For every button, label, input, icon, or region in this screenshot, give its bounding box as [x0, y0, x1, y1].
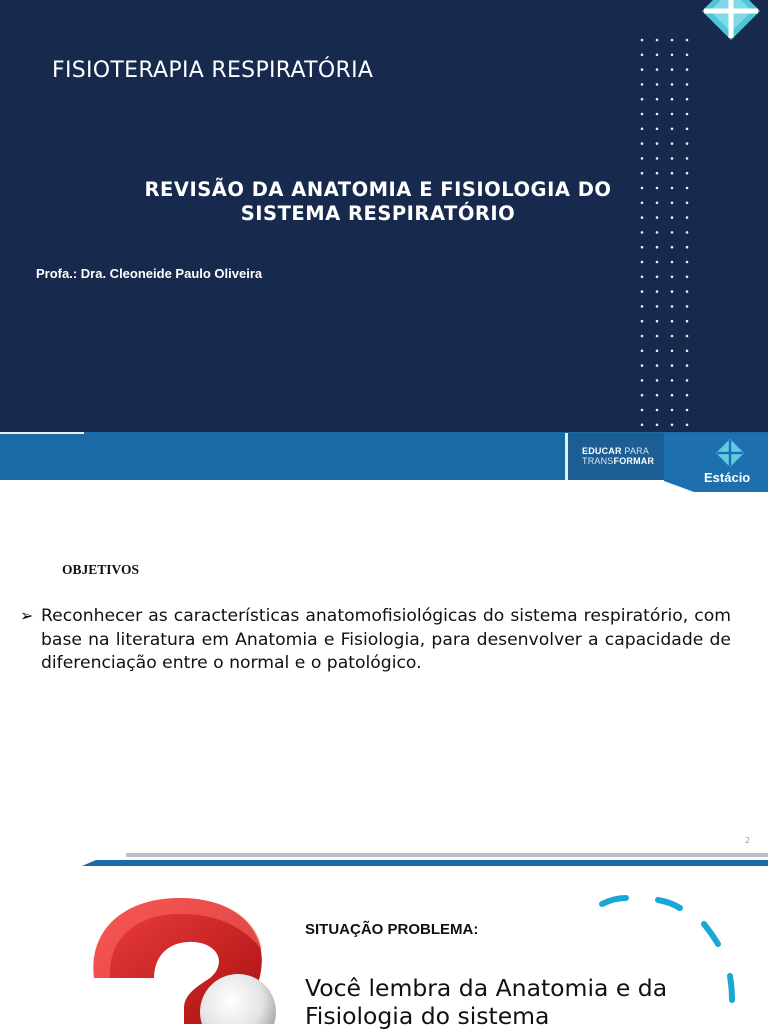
decor-dot: [686, 202, 689, 205]
decor-dot: [641, 364, 644, 367]
decor-dot: [686, 128, 689, 131]
decor-dot: [656, 320, 659, 323]
decor-dot: [671, 98, 674, 101]
decor-dot: [641, 54, 644, 57]
decor-dot: [686, 379, 689, 382]
decor-dot: [686, 157, 689, 160]
decor-dot: [671, 187, 674, 190]
footer-accent-line: [0, 432, 84, 434]
decor-dot: [686, 83, 689, 86]
decor-dot: [686, 98, 689, 101]
decor-dot: [686, 409, 689, 412]
decor-dot: [641, 305, 644, 308]
decor-dot: [656, 187, 659, 190]
decor-dot: [641, 246, 644, 249]
decor-dot: [686, 187, 689, 190]
decor-dot: [656, 157, 659, 160]
author-name: Profa.: Dra. Cleoneide Paulo Oliveira: [36, 266, 263, 281]
decor-dot: [641, 157, 644, 160]
decor-dot: [641, 68, 644, 71]
decor-dot: [686, 394, 689, 397]
decor-dot: [671, 409, 674, 412]
decor-dot: [671, 305, 674, 308]
decor-dot: [671, 424, 674, 427]
decor-dot: [686, 39, 689, 42]
decor-dot: [641, 350, 644, 353]
decor-dot: [671, 172, 674, 175]
decor-dot: [641, 83, 644, 86]
decor-dot: [686, 231, 689, 234]
decor-dot: [671, 246, 674, 249]
decor-dot: [686, 68, 689, 71]
decor-dot: [656, 335, 659, 338]
decor-dot: [671, 157, 674, 160]
question-mark-icon: [80, 880, 290, 1024]
decor-dot: [656, 202, 659, 205]
decor-dot: [641, 142, 644, 145]
decor-dot: [671, 261, 674, 264]
decor-dot: [686, 305, 689, 308]
tagline-word-para: PARA: [624, 446, 650, 456]
dot-grid-decoration: [630, 28, 700, 428]
decor-dot: [671, 39, 674, 42]
decor-dot: [641, 231, 644, 234]
decor-dot: [671, 320, 674, 323]
decor-dot: [641, 172, 644, 175]
decor-dot: [641, 39, 644, 42]
decor-dot: [686, 290, 689, 293]
decor-dot: [671, 54, 674, 57]
decor-dot: [671, 113, 674, 116]
decor-dot: [656, 216, 659, 219]
decor-dot: [671, 364, 674, 367]
decor-dot: [656, 231, 659, 234]
dashed-arc-decoration: [590, 884, 750, 1024]
decor-dot: [671, 202, 674, 205]
decor-dot: [641, 290, 644, 293]
decor-dot: [641, 276, 644, 279]
estacio-brand-label: Estácio: [704, 470, 751, 485]
decor-dot: [656, 290, 659, 293]
problem-situation-heading: SITUAÇÃO PROBLEMA:: [305, 921, 479, 938]
decor-dot: [656, 113, 659, 116]
decor-dot: [656, 172, 659, 175]
estacio-diamond-logo-icon: [700, 0, 762, 42]
decor-dot: [656, 98, 659, 101]
decor-dot: [686, 54, 689, 57]
decor-dot: [641, 424, 644, 427]
decor-dot: [656, 409, 659, 412]
decor-dot: [671, 276, 674, 279]
decor-dot: [656, 68, 659, 71]
decor-dot: [686, 335, 689, 338]
decor-dot: [656, 261, 659, 264]
decor-dot: [686, 364, 689, 367]
decor-dot: [656, 276, 659, 279]
course-title: FISIOTERAPIA RESPIRATÓRIA: [52, 58, 374, 83]
decor-dot: [641, 320, 644, 323]
decor-dot: [671, 142, 674, 145]
decor-dot: [686, 424, 689, 427]
decor-dot: [671, 68, 674, 71]
decor-dot: [656, 39, 659, 42]
slide-divider-blue: [0, 856, 768, 866]
decor-dot: [686, 246, 689, 249]
decor-dot: [656, 350, 659, 353]
decor-dot: [641, 113, 644, 116]
decor-dot: [656, 128, 659, 131]
tagline-word-formar: FORMAR: [613, 456, 655, 466]
page-number: 2: [745, 836, 751, 845]
tagline-educar-para-transformar: [582, 446, 654, 466]
decor-dot: [656, 142, 659, 145]
decor-dot: [656, 424, 659, 427]
decor-dot: [671, 128, 674, 131]
decor-dot: [686, 276, 689, 279]
decor-dot: [671, 290, 674, 293]
decor-dot: [686, 320, 689, 323]
decor-dot: [641, 409, 644, 412]
decor-dot: [686, 261, 689, 264]
decor-dot: [656, 83, 659, 86]
decor-dot: [656, 379, 659, 382]
decor-dot: [641, 98, 644, 101]
decor-dot: [686, 216, 689, 219]
decor-dot: [656, 54, 659, 57]
decor-dot: [671, 335, 674, 338]
title-slide: [0, 0, 768, 480]
objectives-title: OBJETIVOS: [62, 562, 140, 577]
lecture-heading: REVISÃO DA ANATOMIA E FISIOLOGIA DO SISTEMA RESPIRATÓRIO: [144, 178, 612, 225]
decor-dot: [671, 83, 674, 86]
arrow-bullet-icon: ➢: [20, 606, 34, 625]
decor-dot: [641, 261, 644, 264]
decor-dot: [671, 350, 674, 353]
decor-dot: [686, 142, 689, 145]
decor-dot: [641, 128, 644, 131]
problem-question-text: Você lembra da Anatomia e da Fisiologia do sistema: [305, 974, 668, 1030]
tagline-word-trans: TRANS: [582, 456, 614, 466]
tagline-word-educar: EDUCAR: [582, 446, 622, 456]
decor-dot: [671, 231, 674, 234]
decor-dot: [671, 379, 674, 382]
decor-dot: [686, 113, 689, 116]
decor-dot: [686, 350, 689, 353]
decor-dot: [656, 305, 659, 308]
objective-text: Reconhecer as características anatomofisiológicas do sistema respiratório, com base na literatura em Anatomia e Fisiologia, para desenvolver a capacidade de diferenciação entre o normal e o patológico.: [41, 606, 731, 673]
decor-dot: [671, 216, 674, 219]
decor-dot: [671, 394, 674, 397]
decor-dot: [641, 394, 644, 397]
decor-dot: [641, 379, 644, 382]
decor-dot: [641, 335, 644, 338]
decor-dot: [656, 246, 659, 249]
decor-dot: [656, 394, 659, 397]
decor-dot: [656, 364, 659, 367]
decor-dot: [686, 172, 689, 175]
